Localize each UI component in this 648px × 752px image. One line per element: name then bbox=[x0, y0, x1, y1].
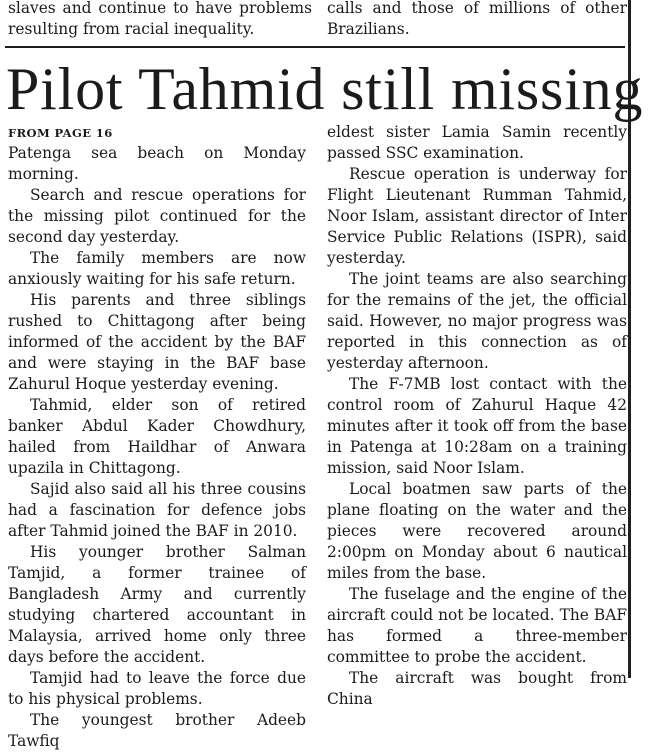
paragraph: The family members are now anxiously waiting for his safe return. bbox=[8, 249, 306, 288]
previous-article-right-tail bbox=[327, 0, 627, 40]
paragraph: Tamjid had to leave the force due to his physical problems. bbox=[8, 669, 306, 708]
paragraph: The fuselage and the engine of the aircraft could not be located. The BAF has formed a three-member committee to probe the accident. bbox=[327, 585, 627, 666]
paragraph: Rescue operation is underway for Flight Lieutenant Rumman Tahmid, Noor Islam, assistant director of Inter Service Public Relations (ISPR), said yesterday. bbox=[327, 165, 627, 267]
article-left-column bbox=[8, 143, 306, 752]
paragraph: The aircraft was bought from China bbox=[327, 669, 627, 708]
previous-article-right-text: calls and those of millions of other Brazilians. bbox=[327, 0, 627, 38]
paragraph: Sajid also said all his three cousins had a fascination for defence jobs after Tahmid joined the BAF in 2010. bbox=[8, 480, 306, 540]
paragraph: Search and rescue operations for the missing pilot continued for the second day yesterday. bbox=[8, 186, 306, 246]
paragraph: The youngest brother Adeeb Tawfiq bbox=[8, 711, 306, 750]
paragraph: His younger brother Salman Tamjid, a former trainee of Bangladesh Army and currently studying chartered accountant in Malaysia, arrived home only three days before the accident. bbox=[8, 543, 306, 666]
paragraph: The joint teams are also searching for the remains of the jet, the official said. However, no major progress was reported in this connection as of yesterday afternoon. bbox=[327, 270, 627, 372]
article-headline: Pilot Tahmid still missing bbox=[6, 56, 644, 122]
paragraph: The F-7MB lost contact with the control room of Zahurul Haque 42 minutes after it took off from the base in Patenga at 10:28am on a training mission, said Noor Islam. bbox=[327, 375, 627, 477]
previous-article-left-tail bbox=[8, 0, 312, 40]
article-right-column bbox=[327, 122, 627, 710]
paragraph: His parents and three siblings rushed to Chittagong after being informed of the accident by the BAF and were staying in the BAF base Zahurul Hoque yesterday evening. bbox=[8, 291, 306, 393]
continued-from-kicker: FROM PAGE 16 bbox=[8, 126, 113, 140]
paragraph: Tahmid, elder son of retired banker Abdul Kader Chowdhury, hailed from Haildhar of Anwara upazila in Chittagong. bbox=[8, 396, 306, 477]
previous-article-left-text: slaves and continue to have problems resulting from racial inequality. bbox=[8, 0, 312, 38]
section-divider-rule bbox=[5, 46, 625, 48]
paragraph: Local boatmen saw parts of the plane floating on the water and the pieces were recovered around 2:00pm on Monday about 6 nautical miles from the base. bbox=[327, 480, 627, 582]
paragraph: eldest sister Lamia Samin recently passed SSC examination. bbox=[327, 123, 627, 162]
paragraph: Patenga sea beach on Monday morning. bbox=[8, 144, 306, 183]
